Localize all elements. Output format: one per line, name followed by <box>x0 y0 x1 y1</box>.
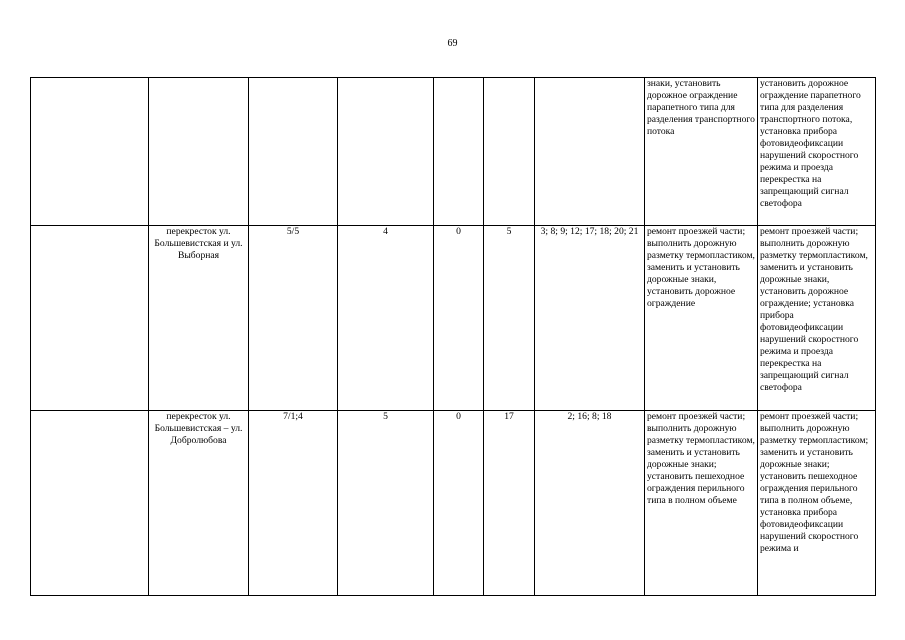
measures-cell: ремонт проезжей части; выполнить дорожную разметку термопластиком, заменить и установить дорожные знаки, установить дорожное ограждение; установка прибора фотовидеофиксации нарушений скоростного режима и проезда перекрестка на запрещающий сигнал светофора <box>758 226 876 411</box>
value-cell: 0 <box>434 411 484 596</box>
location-cell <box>149 78 249 226</box>
value-cell <box>484 78 535 226</box>
value-cell <box>535 78 645 226</box>
value-cell <box>249 78 338 226</box>
table-row <box>31 226 876 411</box>
value-cell: 7/1;4 <box>249 411 338 596</box>
measures-cell: знаки, установить дорожное ограждение парапетного типа для разделения транспортного потока <box>645 78 758 226</box>
measures-cell: ремонт проезжей части; выполнить дорожную разметку термопластиком; заменить и установить дорожные знаки; установить пешеходное ограждения перильного типа в полном объеме, установка прибора фотовидеофиксации нарушений скоростного режима и <box>758 411 876 596</box>
empty-cell <box>31 226 149 411</box>
measures-cell: ремонт проезжей части; выполнить дорожную разметку термопластиком, заменить и установить дорожные знаки, установить дорожное ограждение <box>645 226 758 411</box>
table-row <box>31 411 876 596</box>
value-cell <box>434 78 484 226</box>
value-cell: 4 <box>338 226 434 411</box>
value-cell: 5 <box>338 411 434 596</box>
page-number: 69 <box>447 38 458 49</box>
empty-cell <box>31 411 149 596</box>
value-cell: 3; 8; 9; 12; 17; 18; 20; 21 <box>535 226 645 411</box>
empty-cell <box>31 78 149 226</box>
location-cell: перекресток ул. Большевистская и ул. Выборная <box>149 226 249 411</box>
value-cell: 5/5 <box>249 226 338 411</box>
location-cell: перекресток ул. Большевистская – ул. Добролюбова <box>149 411 249 596</box>
table-row <box>31 78 876 226</box>
value-cell: 5 <box>484 226 535 411</box>
measures-cell: установить дорожное ограждение парапетного типа для разделения транспортного потока, установка прибора фотовидеофиксации нарушений скоростного режима и проезда перекрестка на запрещающий сигнал светофора <box>758 78 876 226</box>
value-cell: 17 <box>484 411 535 596</box>
data-table <box>30 77 876 596</box>
value-cell: 2; 16; 8; 18 <box>535 411 645 596</box>
measures-cell: ремонт проезжей части; выполнить дорожную разметку термопластиком, заменить и установить дорожные знаки; установить пешеходное ограждения перильного типа в полном объеме <box>645 411 758 596</box>
value-cell: 0 <box>434 226 484 411</box>
value-cell <box>338 78 434 226</box>
